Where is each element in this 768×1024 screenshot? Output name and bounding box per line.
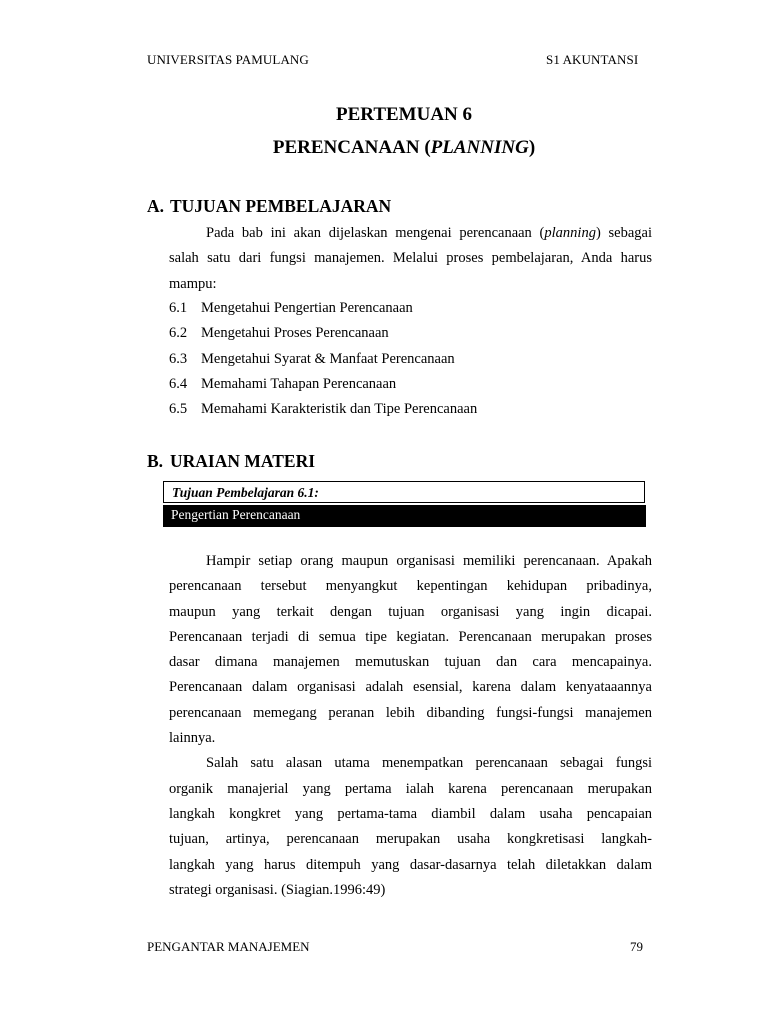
page-number: 79	[630, 939, 643, 954]
page-subtitle: PERENCANAAN (PLANNING)	[272, 137, 536, 158]
section-b-letter: B.	[147, 451, 164, 471]
section-a-title: TUJUAN PEMBELAJARAN	[170, 196, 392, 216]
body-line: Perencanaan dalam organisasi adalah esensial, karena dalam kenyataaannya	[169, 679, 652, 696]
list-item: 6.2 Mengetahui Proses Perencanaan	[169, 325, 389, 342]
objectives-list	[169, 296, 477, 422]
body-line: Salah satu alasan utama menempatkan perencanaan sebagai fungsi	[206, 755, 652, 772]
learning-objective-box-title: Tujuan Pembelajaran 6.1:	[163, 481, 645, 503]
list-item: 6.3 Mengetahui Syarat & Manfaat Perencanaan	[169, 350, 455, 367]
section-a-letter: A.	[147, 196, 165, 216]
body-line: langkah kongkret yang pertama-tama diambil dalam usaha pencapaian	[169, 805, 652, 822]
body-line: organik manajerial yang pertama ialah karena perencanaan merupakan	[169, 780, 652, 797]
header-institution: UNIVERSITAS PAMULANG	[147, 52, 309, 67]
list-item: 6.5 Memahami Karakteristik dan Tipe Perencanaan	[169, 401, 478, 418]
body-line: strategi organisasi. (Siagian.1996:49)	[169, 881, 386, 898]
intro-line: Pada bab ini akan dijelaskan mengenai perencanaan (planning) sebagai	[206, 225, 652, 241]
header-program: S1 AKUNTANSI	[546, 52, 639, 67]
page-title: PERTEMUAN 6	[335, 104, 473, 125]
learning-objective-box-subtitle: Pengertian Perencanaan	[163, 505, 646, 527]
list-item: 6.4 Memahami Tahapan Perencanaan	[169, 375, 397, 392]
body-line: Perencanaan terjadi di semua tipe kegiatan. Perencanaan merupakan proses	[169, 628, 652, 645]
section-a-heading	[147, 196, 391, 217]
body-line: Hampir setiap orang maupun organisasi memiliki perencanaan. Apakah	[206, 553, 652, 569]
section-a-intro	[169, 221, 652, 297]
body-line: perencanaan memegang peranan lebih dibanding fungsi-fungsi manajemen	[169, 704, 652, 721]
body-line: lainnya.	[169, 730, 216, 747]
section-b-heading	[147, 451, 315, 472]
list-item: 6.1 Mengetahui Pengertian Perencanaan	[169, 300, 413, 316]
body-line: perencanaan tersebut menyangkut kepentingan kehidupan pribadinya,	[169, 578, 652, 595]
footer-course-title: PENGANTAR MANAJEMEN	[147, 939, 310, 954]
section-b-title: URAIAN MATERI	[170, 451, 316, 471]
body-line: langkah yang harus ditempuh yang dasar-dasarnya telah diletakkan dalam	[169, 856, 652, 873]
intro-line: salah satu dari fungsi manajemen. Melalui proses pembelajaran, Anda harus	[169, 250, 652, 267]
body-line: maupun yang terkait dengan tujuan organisasi yang ingin dicapai.	[169, 603, 652, 620]
section-b-body	[169, 549, 652, 903]
body-line: dasar dimana manajemen memutuskan tujuan dan cara mencapainya.	[169, 654, 652, 671]
body-line: tujuan, artinya, perencanaan merupakan usaha kongkretisasi langkah-	[169, 831, 652, 848]
intro-line: mampu:	[169, 275, 217, 292]
